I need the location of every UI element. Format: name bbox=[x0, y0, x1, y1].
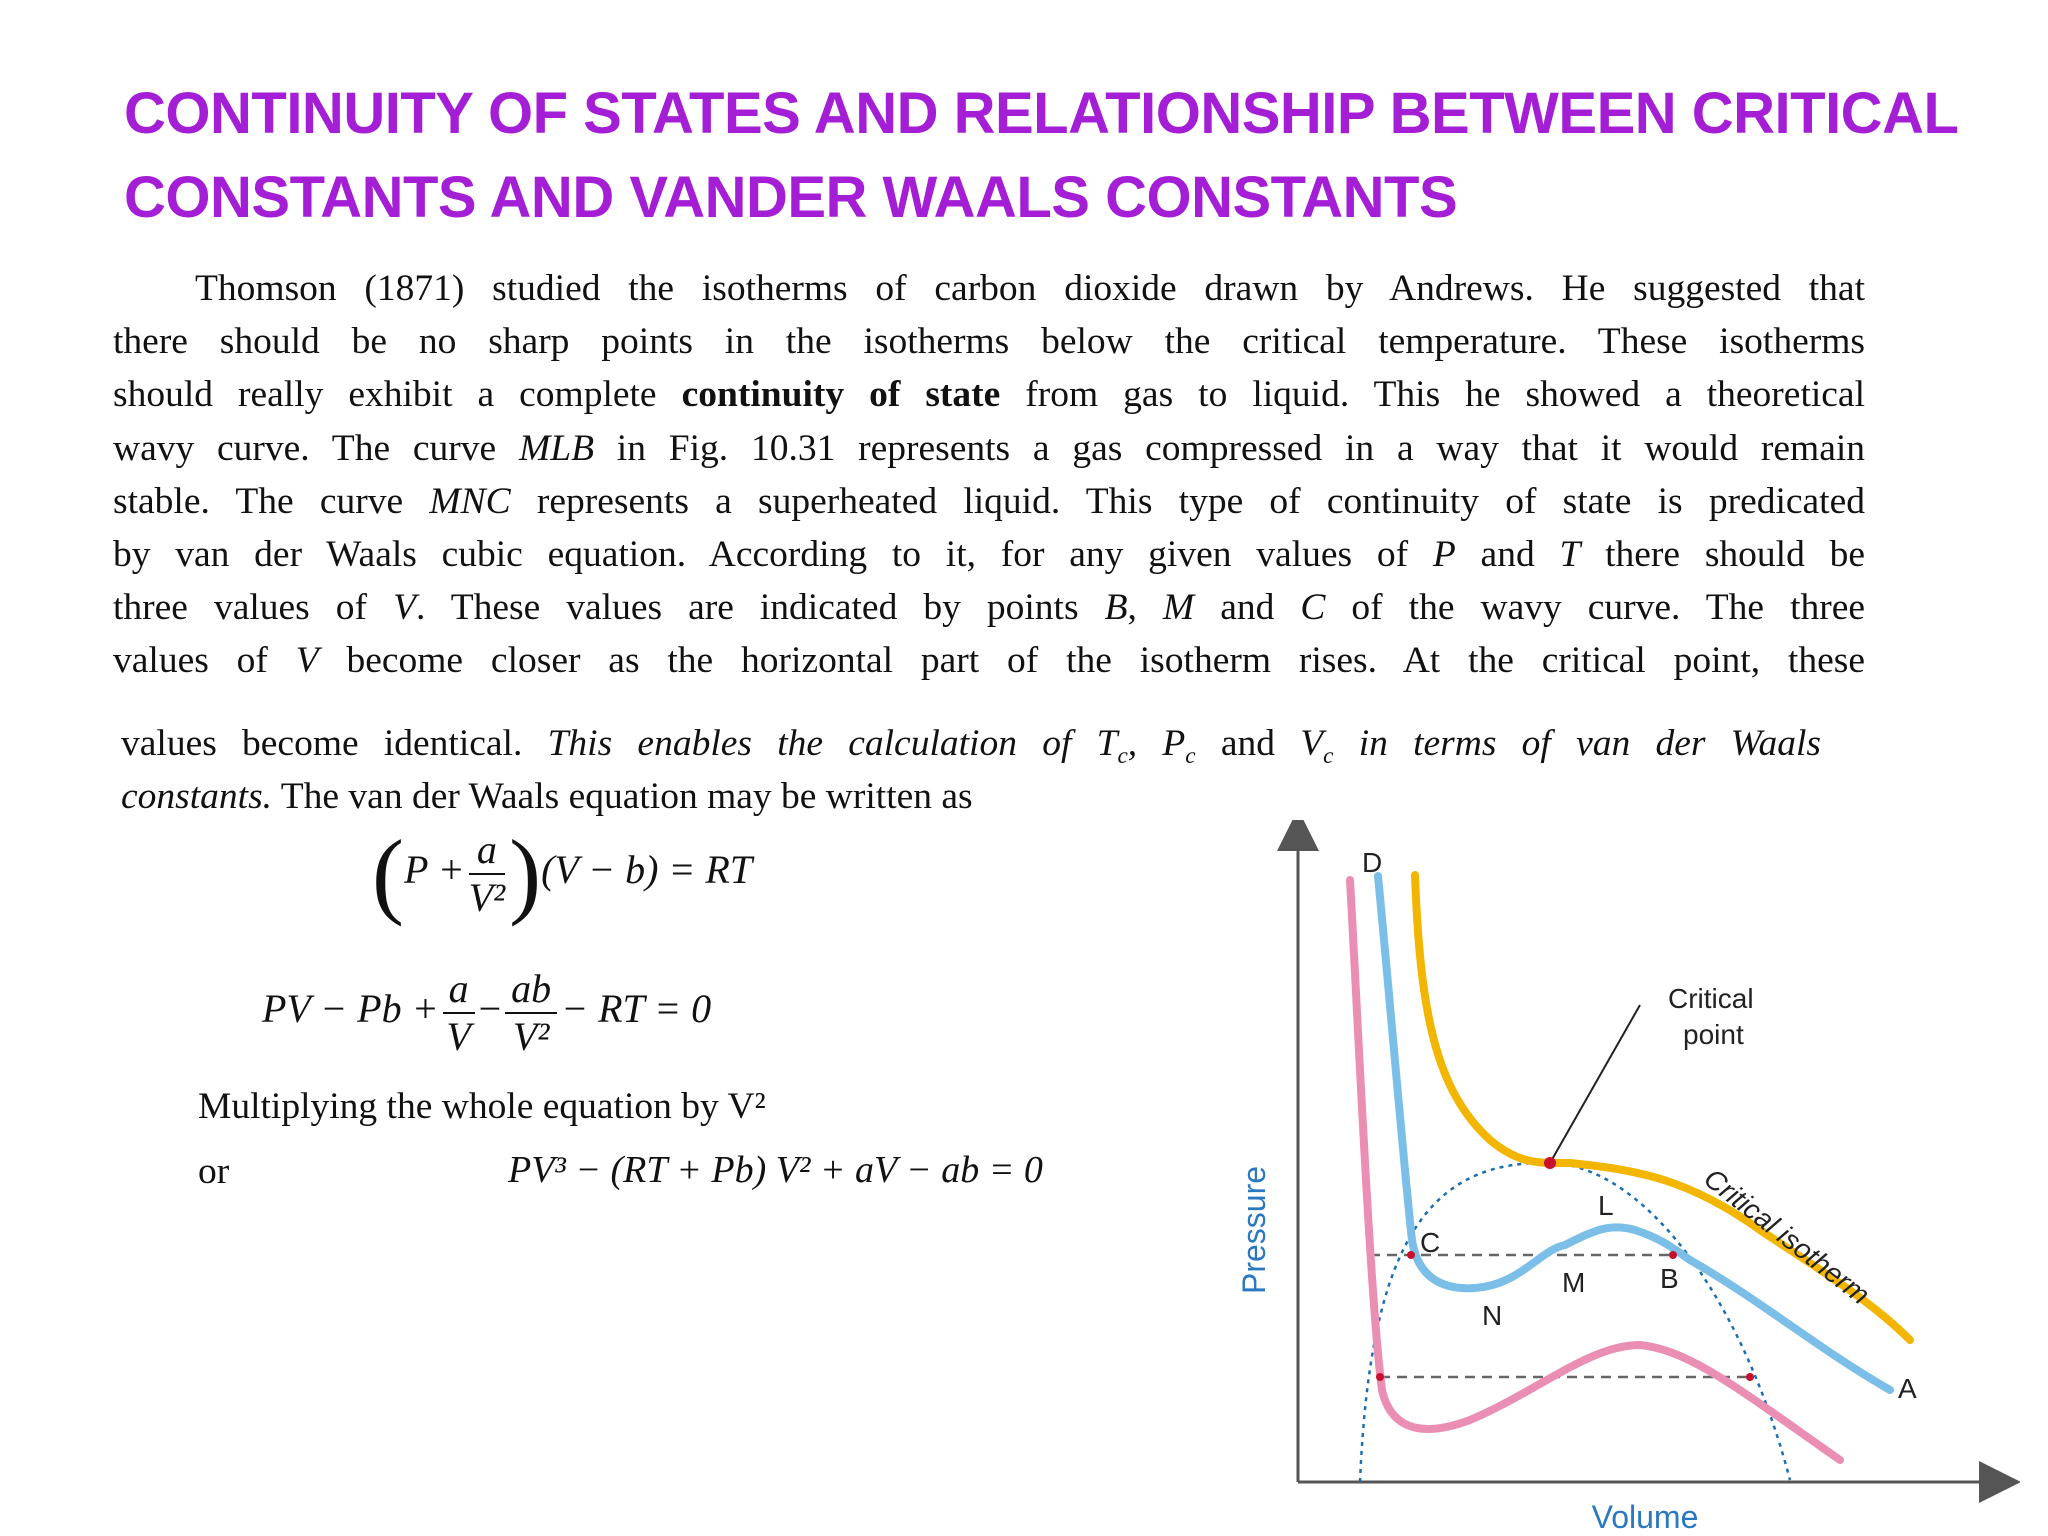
lower-left-marker bbox=[1376, 1373, 1384, 1381]
blue-isotherm bbox=[1378, 876, 1890, 1390]
para1-line-1: Thomson (1871) studied the isotherms of carbon dioxide drawn by Andrews. He suggested that bbox=[195, 268, 1865, 309]
point-b-marker bbox=[1669, 1251, 1677, 1259]
para1-line-7: three values of V. These values are indicated by points B, M and C of the wavy curve. The three bbox=[113, 587, 1866, 629]
label-l: L bbox=[1598, 1190, 1614, 1221]
para1-line-3: should really exhibit a complete continuity of state from gas to liquid. This he showed a theoretical bbox=[113, 374, 1865, 416]
para1-line-8: values of V become closer as the horizontal part of the isotherm rises. At the critical point, these bbox=[113, 640, 1865, 682]
equation-3: PV³ − (RT + Pb) V² + aV − ab = 0 bbox=[508, 1149, 1043, 1191]
para1-line-6: by van der Waals cubic equation. According to it, for any given values of P and T there should be bbox=[113, 534, 1865, 576]
slide-title bbox=[124, 72, 2004, 240]
y-axis-label: Pressure bbox=[1236, 1165, 1272, 1295]
paragraph-van-der-waals bbox=[121, 717, 1821, 823]
equation-1: (P + $\frac{a}{\text{V²}}$ )(V − b) = RT bbox=[372, 820, 753, 927]
label-n: N bbox=[1482, 1300, 1503, 1331]
or-text: or bbox=[198, 1151, 230, 1192]
title-line-1: CONTINUITY OF STATES AND RELATIONSHIP BETWEEN CRITICAL bbox=[124, 81, 1959, 146]
label-a: A bbox=[1898, 1373, 1917, 1404]
critical-point-label-2: point bbox=[1683, 1019, 1744, 1050]
para1-line-2: there should be no sharp points in the isotherms below the critical temperature. These isotherms bbox=[113, 321, 1865, 363]
equation-2: PV − Pb + $\frac{a}{V}$ − $\frac{ab}{\text{V²}}$ − RT = 0 bbox=[262, 966, 712, 1059]
label-c: C bbox=[1420, 1227, 1441, 1258]
critical-isotherm-label: Critical isotherm bbox=[1698, 1162, 1876, 1311]
label-m: M bbox=[1562, 1267, 1586, 1298]
paragraph-thomson bbox=[113, 262, 1865, 688]
critical-point-marker bbox=[1544, 1157, 1556, 1169]
critical-point-label-1: Critical bbox=[1668, 983, 1754, 1014]
pv-isotherm-diagram bbox=[1220, 820, 2020, 1536]
para2-line-2: constants. The van der Waals equation may be written as bbox=[121, 776, 973, 818]
label-d: D bbox=[1362, 847, 1383, 878]
para2-line-1: values become identical. This enables the calculation of $T_c$, $P_c$ and $V_c$ in terms of van der Waals bbox=[121, 723, 1821, 770]
lower-right-marker bbox=[1746, 1373, 1754, 1381]
title-line-2: CONSTANTS AND VANDER WAALS CONSTANTS bbox=[124, 165, 1458, 230]
para1-line-4: wavy curve. The curve MLB in Fig. 10.31 represents a gas compressed in a way that it would remain bbox=[113, 427, 1866, 469]
multiply-text: Multiplying the whole equation by V² bbox=[198, 1086, 766, 1127]
point-c-marker bbox=[1407, 1251, 1415, 1259]
label-b: B bbox=[1660, 1263, 1679, 1294]
x-axis-label: Volume bbox=[1591, 1499, 1699, 1535]
para1-line-5: stable. The curve MNC represents a superheated liquid. This type of continuity of state is predicated bbox=[113, 480, 1865, 522]
critical-point-pointer bbox=[1550, 1005, 1640, 1163]
